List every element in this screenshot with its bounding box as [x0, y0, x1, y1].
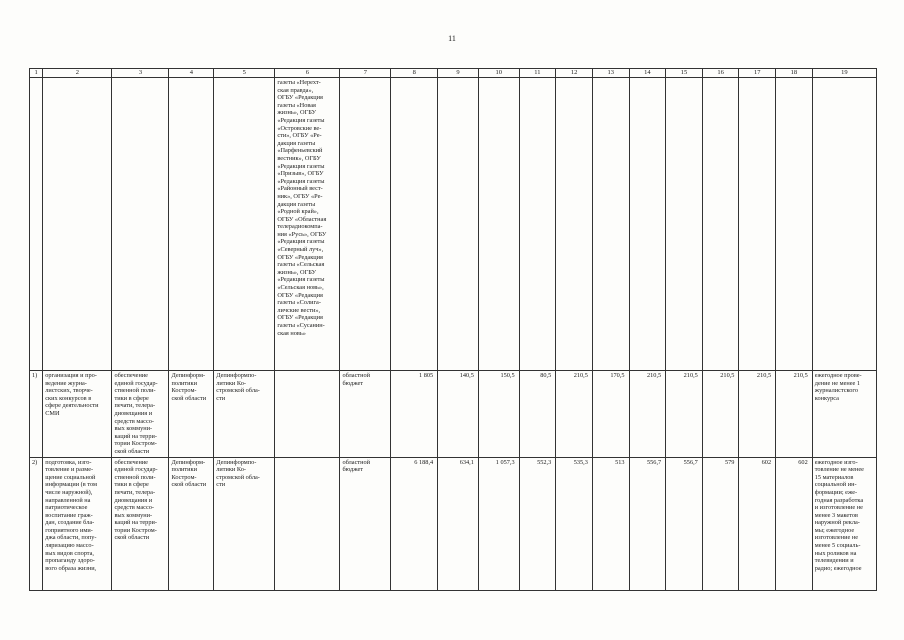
- column-header: 15: [666, 69, 703, 78]
- amount-total: 1 805: [391, 371, 438, 458]
- activity-cell: подготовка, изго- товление и разме- щение социальной информации (в том числе наружной), направленной на патриотическое воспитание граж- дан, создание бла- гоприятного ими- джа области, попу- ляризацию массо- вых видов спорта, пропаганду здоро- вого образа жизни,: [43, 457, 112, 590]
- item-number: 1): [30, 371, 43, 458]
- amount-year: 552,3: [519, 457, 556, 590]
- column-header: 13: [592, 69, 629, 78]
- column-header: 16: [702, 69, 739, 78]
- table-cell: [478, 78, 519, 371]
- amount-year: 556,7: [666, 457, 703, 590]
- column-header: 2: [43, 69, 112, 78]
- table-cell: [592, 78, 629, 371]
- table-row-continuation: [30, 78, 877, 371]
- table-cell: [169, 78, 214, 371]
- amount-total: 6 188,4: [391, 457, 438, 590]
- result-cell: ежегодное прове- дение не менее 1 журналистского конкурса: [812, 371, 876, 458]
- column-header: 19: [812, 69, 876, 78]
- table-row-item-1: [30, 371, 877, 458]
- amount-year: 140,5: [438, 371, 479, 458]
- responsible-cell: Депинформ- политики Костром- ской области: [169, 371, 214, 458]
- amount-year: 80,5: [519, 371, 556, 458]
- funding-source-cell: областной бюджет: [340, 371, 391, 458]
- table-cell: [214, 78, 275, 371]
- column-header: 5: [214, 69, 275, 78]
- page-number: 11: [448, 34, 456, 43]
- table-cell: [112, 78, 169, 371]
- coexecutor-cell: Депинформпо- литики Ко- стромской обла- сти: [214, 457, 275, 590]
- executors-cell: [275, 457, 340, 590]
- table-cell: [739, 78, 776, 371]
- table-cell: [438, 78, 479, 371]
- table-cell: [340, 78, 391, 371]
- amount-year: 210,5: [556, 371, 593, 458]
- column-header: 14: [629, 69, 666, 78]
- amount-year: 579: [702, 457, 739, 590]
- coexecutor-cell: Депинформпо- литики Ко- стромской обла- сти: [214, 371, 275, 458]
- amount-year: 150,5: [478, 371, 519, 458]
- result-cell: ежегодное изго- товление не менее 15 материалов социальной ин- формации; еже- годная разработка и изготовление не менее 3 макетов наружной рекла- мы; ежегодное изготовление не менее 5 социаль- ных роликов на телевидении и радио; ежегодное: [812, 457, 876, 590]
- table-cell: [43, 78, 112, 371]
- table-cell: [556, 78, 593, 371]
- table-row-item-2: [30, 457, 877, 590]
- header-row: [30, 69, 877, 78]
- table-cell: [812, 78, 876, 371]
- amount-year: 513: [592, 457, 629, 590]
- column-header: 17: [739, 69, 776, 78]
- goal-cell: обеспечение единой государ- ственной поли- тики в сфере печати, телера- диовещания и средств массо- вых коммуни- каций на терри- тории Костром- ской области: [112, 371, 169, 458]
- amount-year: 210,5: [666, 371, 703, 458]
- item-number: 2): [30, 457, 43, 590]
- column-header: 18: [776, 69, 813, 78]
- table-cell: [702, 78, 739, 371]
- table-cell: [666, 78, 703, 371]
- table-cell: [629, 78, 666, 371]
- column-header: 6: [275, 69, 340, 78]
- amount-year: 210,5: [739, 371, 776, 458]
- amount-year: 556,7: [629, 457, 666, 590]
- amount-year: 602: [739, 457, 776, 590]
- responsible-cell: Депинформ- политики Костром- ской области: [169, 457, 214, 590]
- amount-year: 210,5: [629, 371, 666, 458]
- column-header: 3: [112, 69, 169, 78]
- amount-year: 210,5: [702, 371, 739, 458]
- goal-cell: обеспечение единой государ- ственной поли- тики в сфере печати, телера- диовещания и средств массо- вых коммуни- каций на терри- тории Костром- ской области: [112, 457, 169, 590]
- funding-source-cell: областной бюджет: [340, 457, 391, 590]
- column-header: 7: [340, 69, 391, 78]
- table-cell: [391, 78, 438, 371]
- executors-cell: [275, 371, 340, 458]
- column-header: 4: [169, 69, 214, 78]
- column-header: 12: [556, 69, 593, 78]
- program-table: [29, 68, 877, 591]
- column-header: 9: [438, 69, 479, 78]
- table-cell: [519, 78, 556, 371]
- amount-year: 634,1: [438, 457, 479, 590]
- column-header: 11: [519, 69, 556, 78]
- column-header: 8: [391, 69, 438, 78]
- amount-year: 170,5: [592, 371, 629, 458]
- table-cell: [30, 78, 43, 371]
- activity-cell: организация и про- ведение журна- листских, творче- ских конкурсов в сфере деятельности СМИ: [43, 371, 112, 458]
- amount-year: 602: [776, 457, 813, 590]
- amount-year: 210,5: [776, 371, 813, 458]
- column-header: 10: [478, 69, 519, 78]
- executors-cell: газеты «Нерехт- ская правда», ОГБУ «Редакция газеты «Новая жизнь», ОГБУ «Редакция газеты «Островские ве- сти», ОГБУ «Ре- дакция газеты «Парфеньевский вестник», ОГБУ «Редакция газеты «Призыв», ОГБУ «Редакция газеты «Районный вест- ник», ОГБУ «Ре- дакция газеты «Родной край», ОГБУ «Областная телерадиокомпа- ния «Русь», ОГБУ «Редакция газеты «Северный луч», ОГБУ «Редакция газеты «Сельская жизнь», ОГБУ «Редакция газеты «Сельская новь», ОГБУ «Редакция газеты «Солига- личские вести», ОГБУ «Редакция газеты «Сусанин- ская новь»: [275, 78, 340, 371]
- table-cell: [776, 78, 813, 371]
- amount-year: 1 057,3: [478, 457, 519, 590]
- column-header: 1: [30, 69, 43, 78]
- amount-year: 535,3: [556, 457, 593, 590]
